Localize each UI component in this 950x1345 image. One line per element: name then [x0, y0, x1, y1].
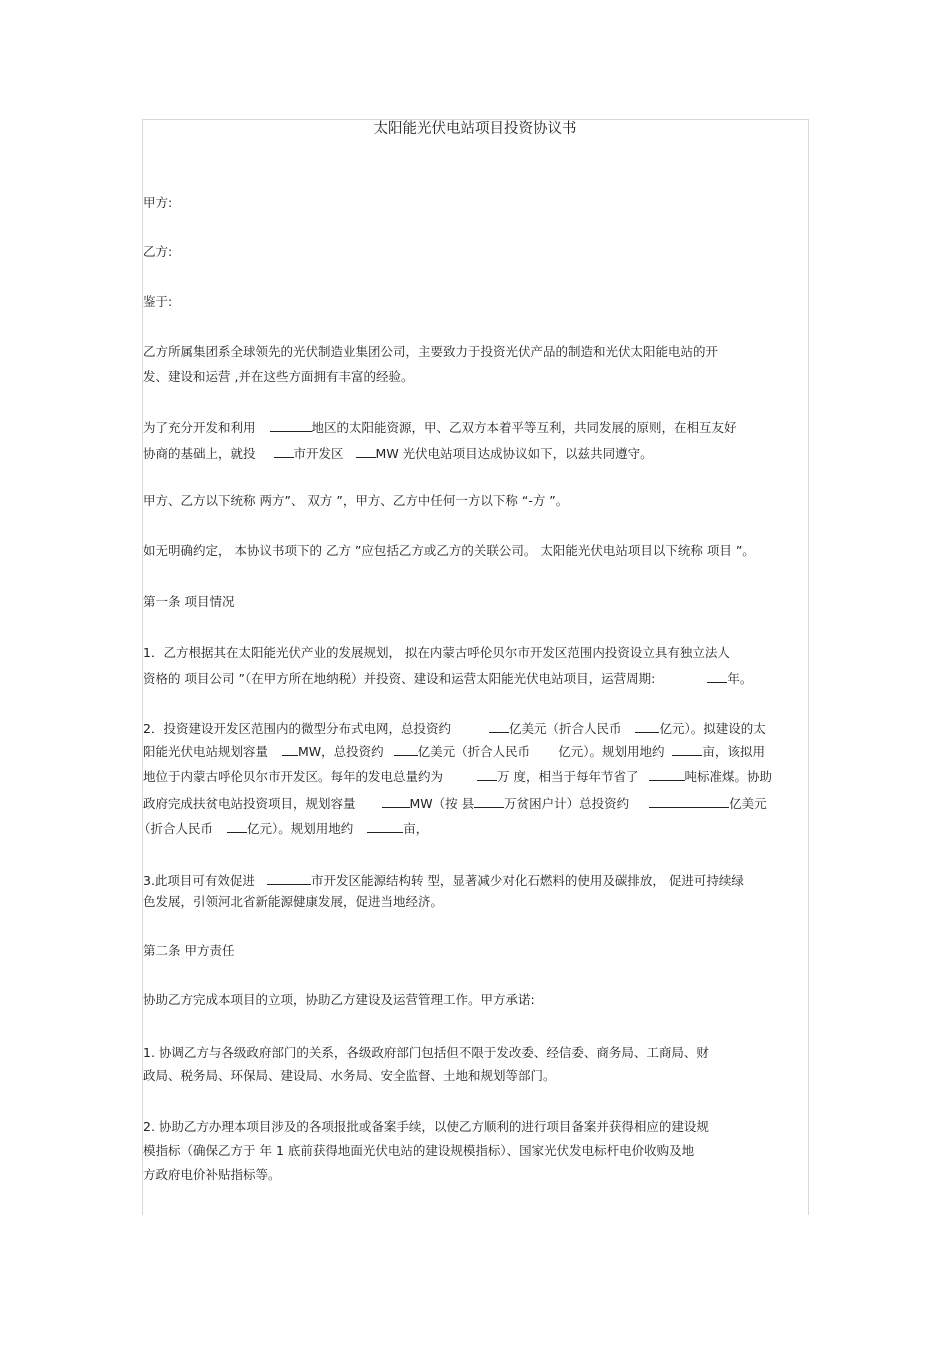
text-run: 亿元）。规划用地约: [247, 821, 354, 836]
paragraph-line: [143, 795, 767, 812]
paragraph-line: [143, 872, 744, 889]
blank-field: [270, 419, 312, 432]
blank-field: [635, 720, 659, 733]
text-run: 亩，该拟用: [702, 744, 765, 759]
text-run: 资格的 项目公司 ”（在甲方所在地纳税）并投资、建设和运营太阳能光伏电站项目，运营周期:: [143, 671, 656, 686]
paragraph-line: 如无明确约定， 本协议书项下的 乙方 ”应包括乙方或乙方的关联公司。 太阳能光伏电站项目以下统称 项目 ”。: [143, 543, 755, 558]
whereas-label: 鉴于:: [143, 294, 173, 309]
text-run: 万 度，相当于每年节省了: [497, 769, 639, 784]
blank-field: [274, 445, 294, 458]
text-run: 万贫困户计）总投资约: [504, 796, 630, 811]
text-run: 市开发区能源结构转 型，显著减少对化石燃料的使用及碳排放， 促进可持续绿: [310, 873, 744, 888]
text-run: 为了充分开发和利用: [143, 420, 256, 435]
blank-field: [356, 445, 376, 458]
text-run: 协商的基础上，就投: [143, 446, 256, 461]
blank-field: [489, 720, 509, 733]
paragraph-line: 色发展，引领河北省新能源健康发展，促进当地经济。: [143, 894, 444, 909]
paragraph-line: [138, 820, 428, 837]
blank-field: [367, 820, 403, 833]
paragraph-line: 2. 协助乙方办理本项目涉及的各项报批或备案手续，以使乙方顺利的进行项目备案并获得相应的建设规: [143, 1119, 709, 1134]
blank-field: [394, 743, 418, 756]
text-run: 地位于内蒙古呼伦贝尔市开发区。每年的发电总量约为: [143, 769, 444, 784]
text-run: 亿美元（折合人民币: [508, 721, 622, 736]
document-title: 太阳能光伏电站项目投资协议书: [373, 121, 577, 137]
text-run: 3.此项目可有效促进: [143, 873, 255, 888]
blank-field: [477, 768, 497, 781]
paragraph-line: [143, 445, 653, 462]
paragraph-line: 协助乙方完成本项目的立项，协助乙方建设及运营管理工作。甲方承诺:: [143, 992, 535, 1007]
paragraph-line: 甲方、乙方以下统称 两方”、 双方 ”，甲方、乙方中任何一方以下称 “-方 ”。: [143, 493, 569, 508]
text-run: （折合人民币: [138, 821, 214, 836]
blank-field: [282, 743, 298, 756]
party-a-label: 甲方:: [143, 195, 173, 210]
text-run: MW 光伏电站项目达成协议如下，以兹共同遵守。: [375, 446, 653, 461]
paragraph-line: 发、建设和运营 ,并在这些方面拥有丰富的经验。: [143, 369, 414, 384]
text-run: 亿元）。规划用地约: [558, 744, 665, 759]
blank-field: [707, 670, 727, 683]
paragraph-line: 模指标（确保乙方于 年 1 底前获得地面光伏电站的建设规模指标）、国家光伏发电标杆电价收购及地: [143, 1143, 695, 1158]
paragraph-line: 1. 协调乙方与各级政府部门的关系，各级政府部门包括但不限于发改委、经信委、商务局、工商局、财: [143, 1045, 709, 1060]
blank-field: [382, 795, 410, 808]
text-run: 市开发区: [293, 446, 344, 461]
paragraph-line: [143, 670, 752, 687]
blank-field: [672, 743, 702, 756]
blank-field: [649, 795, 729, 808]
blank-field: [227, 820, 247, 833]
text-run: 2．投资建设开发区范围内的微型分布式电网，总投资约: [143, 721, 451, 736]
text-run: 亩，: [403, 821, 429, 836]
paragraph-line: 乙方所属集团系全球领先的光伏制造业集团公司，主要致力于投资光伏产品的制造和光伏太阳能电站的开: [143, 344, 719, 359]
party-b-label: 乙方:: [143, 244, 173, 259]
paragraph-line: [143, 419, 737, 436]
paragraph-line: [143, 768, 772, 785]
paragraph-line: 政局、税务局、环保局、建设局、水务局、安全监督、土地和规划等部门。: [143, 1068, 556, 1083]
blank-field: [474, 795, 504, 808]
text-run: MW，总投资约: [298, 744, 384, 759]
paragraph-line: [143, 720, 766, 737]
text-run: 吨标准煤。协助: [684, 769, 773, 784]
article-heading: 第二条 甲方责任: [143, 943, 235, 958]
text-run: 亿元）。拟建设的太: [659, 721, 766, 736]
text-run: MW（按 县: [409, 796, 475, 811]
blank-field: [267, 872, 311, 885]
paragraph-line: 方政府电价补贴指标等。: [143, 1167, 281, 1182]
article-heading: 第一条 项目情况: [143, 594, 235, 609]
text-run: 政府完成扶贫电站投资项目，规划容量: [143, 796, 356, 811]
text-run: 阳能光伏电站规划容量: [143, 744, 269, 759]
text-run: 亿美元: [729, 796, 767, 811]
paragraph-line: 1．乙方根据其在太阳能光伏产业的发展规划， 拟在内蒙古呼伦贝尔市开发区范围内投资设立具有独立法人: [143, 645, 730, 660]
text-run: 年。: [727, 671, 753, 686]
text-run: 亿美元（折合人民币: [417, 744, 531, 759]
text-run: 地区的太阳能资源，甲、乙双方本着平等互利，共同发展的原则，在相互友好: [311, 420, 737, 435]
paragraph-line: [143, 743, 765, 760]
blank-field: [649, 768, 685, 781]
